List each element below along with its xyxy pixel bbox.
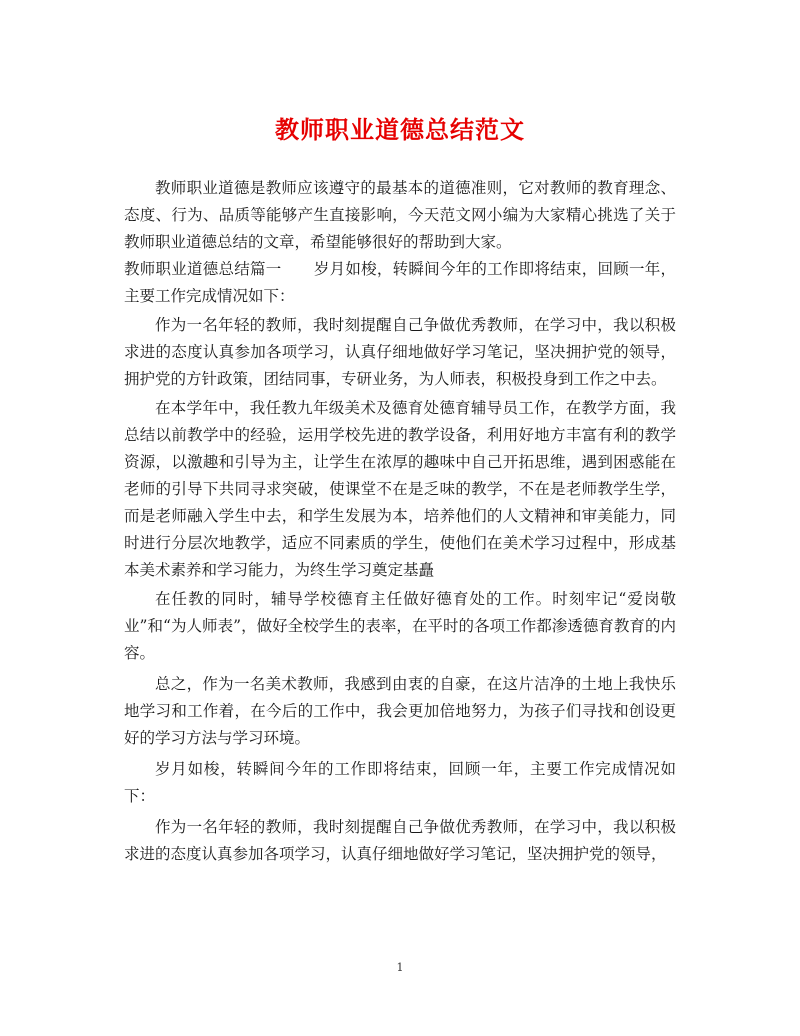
page-number: 1 [396,961,404,974]
document-title: 教师职业道德总结范文 [275,115,525,144]
section-first-paragraph [124,256,676,310]
document-body [124,175,676,868]
section-lead-text: 岁月如梭，转瞬间今年的工作即将结束，回顾一年，主要工作完成情况如下： [124,260,676,305]
body-paragraph: 作为一名年轻的教师，我时刻提醒自己争做优秀教师，在学习中，我以积极求进的态度认真参加各项学习，认真仔细地做好学习笔记，坚决拥护党的领导，拥护党的方针政策，团结同事，专研业务，为人师表，积极投身到工作之中去。 [124,316,676,388]
body-paragraph: 在本学年中，我任教九年级美术及德育处德育辅导员工作，在教学方面，我总结以前教学中的经验，运用学校先进的教学设备，利用好地方丰富有利的教学资源，以激趣和引导为主，让学生在浓厚的趣味中自己开拓思维，遇到困惑能在老师的引导下共同寻求突破，使课堂不在是乏味的教学，不在是老师教学生学，而是老师融入学生中去，和学生发展为本，培养他们的人文精神和审美能力，同时进行分层次地教学，适应不同素质的学生，使他们在美术学习过程中，形成基本美术素养和学习能力，为终生学习奠定基矗 [124,399,676,579]
body-paragraph: 总之，作为一名美术教师，我感到由衷的自豪，在这片洁净的土地上我快乐地学习和工作着，在今后的工作中，我会更加倍地努力，为孩子们寻找和创设更好的学习方法与学习环境。 [124,675,676,747]
intro-paragraph: 教师职业道德是教师应该遵守的最基本的道德准则，它对教师的教育理念、态度、行为、品质等能够产生直接影响，今天范文网小编为大家精心挑选了关于教师职业道德总结的文章，希望能够很好的帮助到大家。 [124,179,676,251]
body-paragraph: 作为一名年轻的教师，我时刻提醒自己争做优秀教师，在学习中，我以积极求进的态度认真参加各项学习，认真仔细地做好学习笔记，坚决拥护党的领导， [124,818,676,863]
body-paragraph: 在任教的同时，辅导学校德育主任做好德育处的工作。时刻牢记“爱岗敬业”和“为人师表”，做好全校学生的表率，在平时的各项工作都渗透德育教育的内容。 [124,590,676,662]
body-paragraph: 岁月如梭，转瞬间今年的工作即将结束，回顾一年，主要工作完成情况如下： [124,760,676,805]
section-heading: 教师职业道德总结篇一 [124,260,282,278]
